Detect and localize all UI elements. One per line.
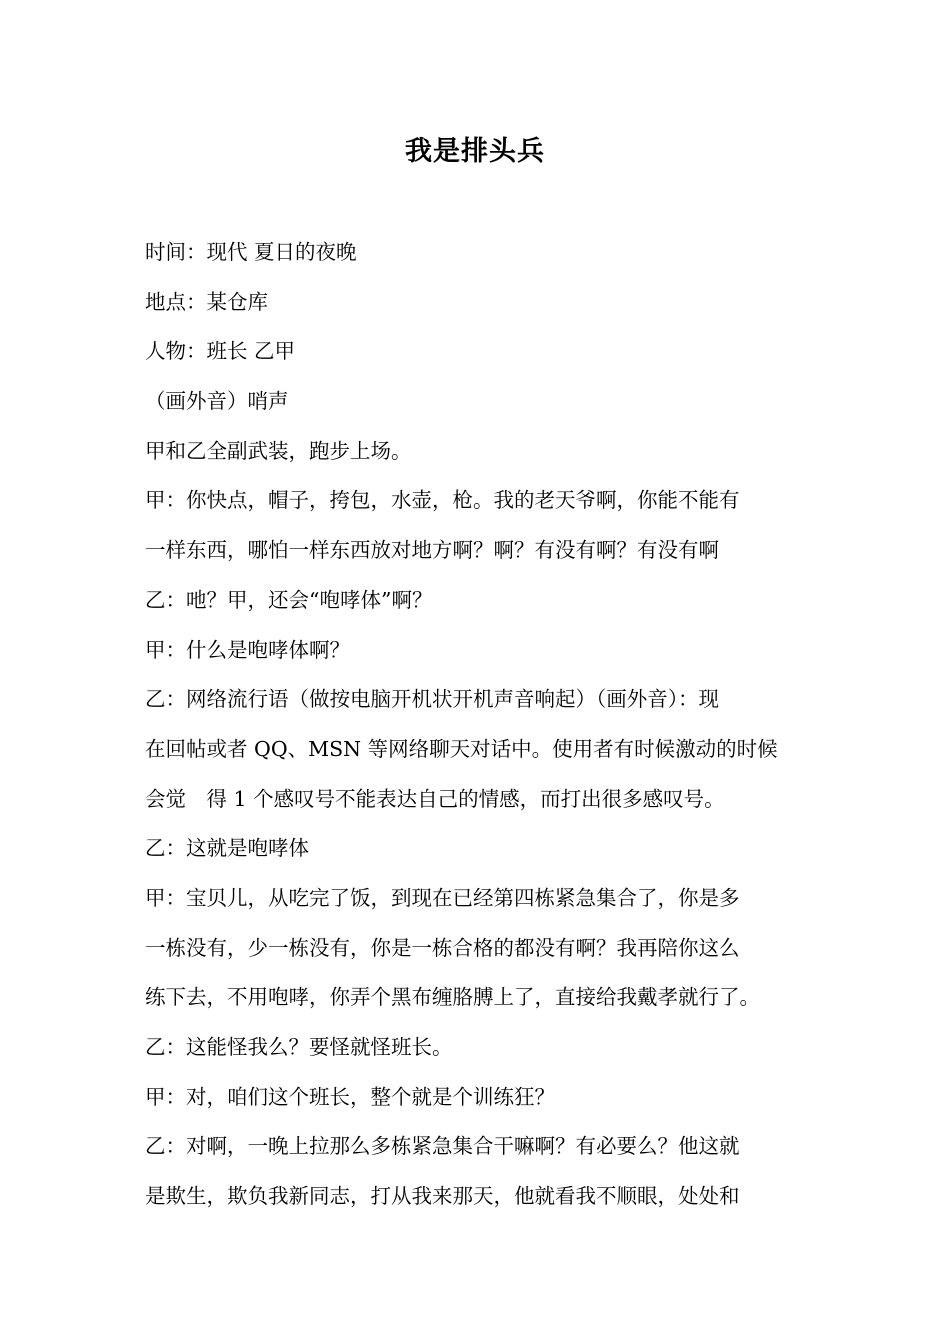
text-line: 是欺生，欺负我新同志，打从我来那天，他就看我不顺眼，处处和 [145,1184,740,1209]
text-line: 乙：网络流行语（做按电脑开机状开机声音响起）（画外音）：现 [145,687,719,712]
text-line: 时间：现代 夏日的夜晚 [145,240,357,264]
text-line: 地点：某仓库 [145,289,268,314]
text-line: 甲：你快点，帽子，挎包，水壶，枪。我的老天爷啊，你能不能有 [145,488,740,513]
text-line: 会觉 得 1 个感叹号不能表达自己的情感，而打出很多感叹号。 [145,786,725,811]
text-line: 练下去，不用咆哮，你弄个黑布缠胳膊上了，直接给我戴孝就行了。 [145,985,760,1010]
text-line: （画外音）哨声 [145,389,289,414]
text-line: 乙：对啊，一晚上拉那么多栋紧急集合干嘛啊？有必要么？他这就 [145,1134,740,1159]
text-line: 一样东西，哪怕一样东西放对地方啊？啊？有没有啊？有没有啊 [145,538,719,563]
text-line: 甲和乙全副武装，跑步上场。 [145,438,412,463]
text-line: 甲：宝贝儿，从吃完了饭，到现在已经第四栋紧急集合了，你是多 [145,885,740,910]
text-line: 在回帖或者 QQ、MSN 等网络聊天对话中。使用者有时候激动的时候 [145,736,778,761]
document-title: 我是排头兵 [405,136,545,167]
text-line: 一栋没有，少一栋没有，你是一栋合格的都没有啊？我再陪你这么 [145,935,740,960]
text-line: 甲：对，咱们这个班长，整个就是个训练狂？ [145,1084,555,1109]
document-body [145,228,810,1222]
text-line: 乙：吔？甲，还会“咆哮体”啊？ [145,587,433,612]
text-line: 乙：这就是咆哮体 [145,836,309,861]
text-line: 人物：班长 乙甲 [145,339,296,364]
text-line: 甲：什么是咆哮体啊？ [145,637,350,662]
text-line: 乙：这能怪我么？要怪就怪班长。 [145,1035,453,1059]
